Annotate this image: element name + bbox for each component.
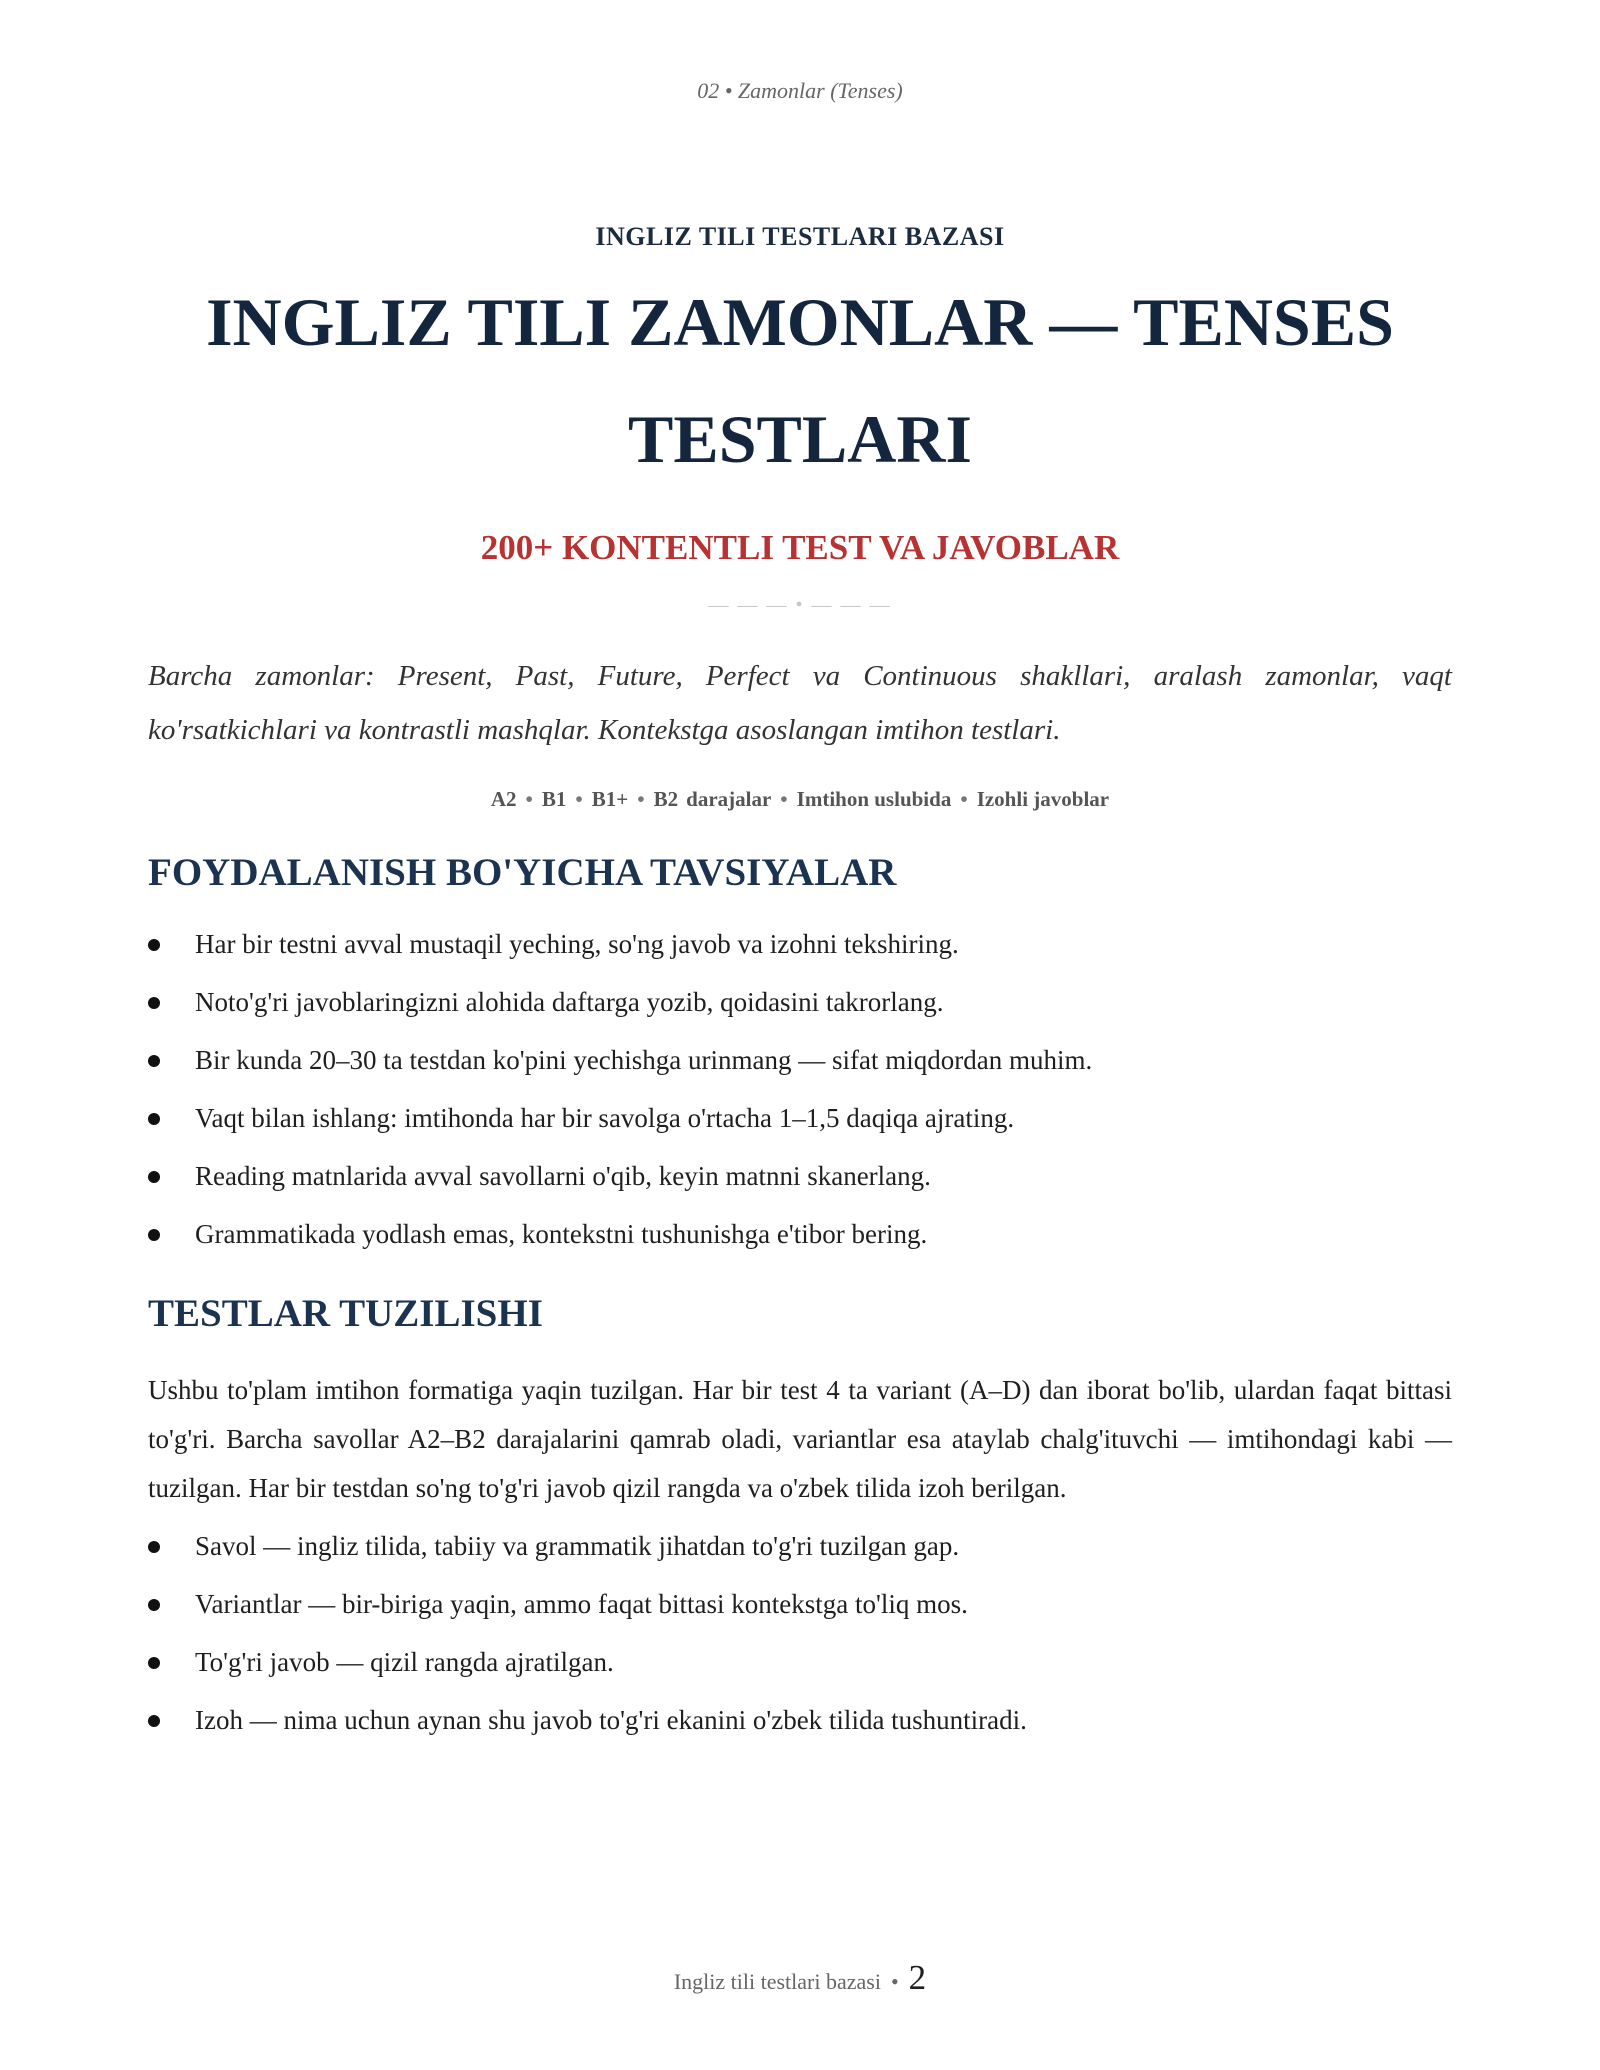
running-header: 02 • Zamonlar (Tenses): [697, 78, 903, 103]
section-heading-structure: TESTLAR TUZILISHI: [148, 1292, 543, 1335]
list-item-text: Vaqt bilan ishlang: imtihonda har bir savolga o'rtacha 1–1,5 daqiqa ajrating.: [195, 1103, 1015, 1133]
section-heading-recommendations: FOYDALANISH BO'YICHA TAVSIYALAR: [148, 851, 897, 894]
page-title: INGLIZ TILI ZAMONLAR — TENSES TESTLARI: [206, 284, 1394, 477]
list-item: [148, 1041, 1452, 1079]
subtitle: 200+ KONTENTLI TEST VA JAVOBLAR: [480, 528, 1120, 567]
list-item: [148, 1099, 1452, 1137]
list-item-text: Bir kunda 20–30 ta testdan ko'pini yechishga urinmang — sifat miqdordan muhim.: [195, 1045, 1093, 1075]
structure-paragraph: Ushbu to'plam imtihon formatiga yaqin tuzilgan. Har bir test 4 ta variant (A–D) dan iborat bo'lib, ulardan faqat bittasi to'g'ri. Barcha savollar A2–B2 darajalarini qamrab oladi, variantlar esa ataylab chalg'ituvchi — imtihondagi kabi — tuzilgan. Har bir testdan so'ng to'g'ri javob qizil rangda va o'zbek tilida izoh berilgan.: [148, 1375, 1452, 1503]
bullet-icon: [148, 1541, 160, 1553]
list-item-text: Noto'g'ri javoblaringizni alohida daftarga yozib, qoidasini takrorlang.: [195, 987, 944, 1017]
list-item: [148, 1643, 1452, 1681]
kicker-title: INGLIZ TILI TESTLARI BAZASI: [595, 222, 1005, 251]
intro-paragraph: Barcha zamonlar: Present, Past, Future, Perfect va Continuous shakllari, aralash zamonlar, vaqt ko'rsatkichlari va kontrastli mashqlar. Kontekstga asoslangan imtihon testlari.: [148, 660, 1452, 746]
level-tags: [148, 787, 1452, 812]
page-footer: [0, 1958, 1600, 1998]
bullet-icon: [148, 939, 160, 951]
footer-separator: •: [890, 1969, 899, 1994]
list-item-text: To'g'ri javob — qizil rangda ajratilgan.: [195, 1647, 614, 1677]
feature-tag: Imtihon uslubida: [796, 787, 952, 811]
bullet-icon: [148, 1599, 160, 1611]
list-item: [148, 983, 1452, 1021]
feature-tag: Izohli javoblar: [976, 787, 1110, 811]
level-tag: B1+: [591, 787, 629, 811]
tag-separator: •: [960, 787, 968, 811]
list-item-text: Har bir testni avval mustaqil yeching, so'ng javob va izohni tekshiring.: [195, 929, 959, 959]
footer-label: Ingliz tili testlari bazasi: [673, 1969, 881, 1994]
bullet-icon: [148, 1715, 160, 1727]
list-item-text: Grammatikada yodlash emas, kontekstni tushunishga e'tibor bering.: [195, 1219, 928, 1249]
tag-separator: •: [525, 787, 533, 811]
list-item: [148, 925, 1452, 963]
bullet-icon: [148, 1171, 160, 1183]
page-content: [148, 200, 1452, 1759]
level-tag: A2: [490, 787, 517, 811]
list-item: [148, 1215, 1452, 1253]
list-item-text: Reading matnlarida avval savollarni o'qib, keyin matnni skanerlang.: [195, 1161, 931, 1191]
bullet-icon: [148, 1055, 160, 1067]
bullet-icon: [148, 1657, 160, 1669]
page-number: 2: [908, 1958, 927, 1997]
level-tag: B1: [541, 787, 567, 811]
list-item: [148, 1157, 1452, 1195]
list-item-text: Savol — ingliz tilida, tabiiy va grammatik jihatdan to'g'ri tuzilgan gap.: [195, 1531, 960, 1561]
list-item-text: Izoh — nima uchun aynan shu javob to'g'ri ekanini o'zbek tilida tushuntiradi.: [195, 1705, 1027, 1735]
tag-separator: •: [637, 787, 645, 811]
structure-list: [148, 1527, 1452, 1739]
list-item: [148, 1585, 1452, 1623]
bullet-icon: [148, 1113, 160, 1125]
bullet-icon: [148, 997, 160, 1009]
recommendations-list: [148, 925, 1452, 1253]
list-item: [148, 1701, 1452, 1739]
tag-separator: •: [780, 787, 788, 811]
levels-suffix: darajalar: [686, 787, 772, 811]
list-item: [148, 1527, 1452, 1565]
level-tag: B2: [653, 787, 679, 811]
list-item-text: Variantlar — bir-biriga yaqin, ammo faqat bittasi kontekstga to'liq mos.: [195, 1589, 968, 1619]
bullet-icon: [148, 1229, 160, 1241]
tag-separator: •: [575, 787, 583, 811]
ornament-divider: — — — • — — —: [708, 594, 892, 616]
